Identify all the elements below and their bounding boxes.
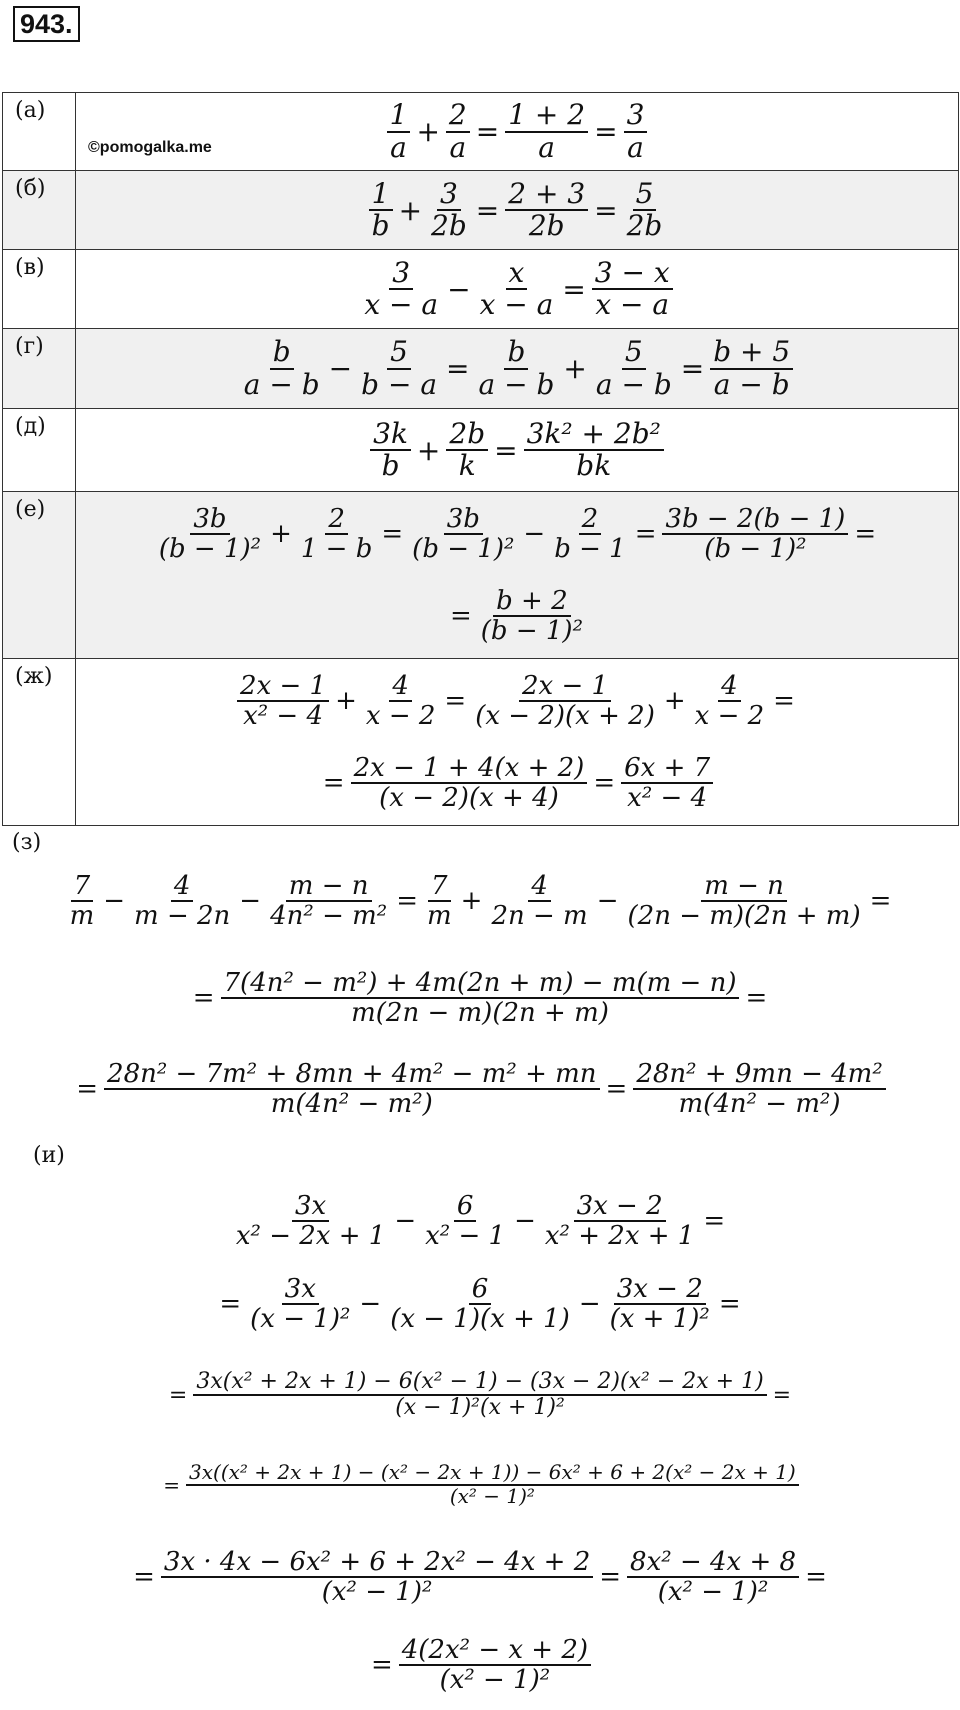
numerator: 3b — [190, 505, 229, 535]
denominator: a − b — [243, 367, 320, 401]
solutions-table — [2, 92, 959, 826]
fraction — [446, 100, 470, 162]
fraction — [488, 872, 590, 930]
operator: = — [322, 768, 345, 798]
denominator: m — [69, 901, 95, 931]
denominator: (x − 2)(x + 4) — [379, 783, 559, 813]
operator: − — [328, 352, 353, 385]
equation-i-4 — [0, 1444, 960, 1526]
fraction — [428, 176, 470, 242]
denominator: (x² − 1)² — [449, 1484, 535, 1508]
expression-cell — [76, 250, 959, 329]
equation-i-6 — [0, 1624, 960, 1706]
numerator: 5 — [622, 337, 646, 369]
expression-cell — [76, 409, 959, 492]
row-label: (а) — [3, 93, 76, 171]
denominator: x − a — [595, 288, 670, 321]
fraction — [505, 176, 588, 242]
operator: − — [447, 272, 471, 306]
fraction — [156, 505, 264, 563]
operator: = — [562, 272, 586, 306]
operator: = — [805, 1562, 827, 1592]
fraction — [624, 100, 648, 162]
numerator: 3 — [437, 179, 461, 211]
numerator: 1 — [387, 100, 411, 132]
denominator: (b − 1)² — [480, 616, 583, 646]
denominator: (b − 1)² — [704, 534, 807, 564]
fraction — [424, 872, 455, 930]
fraction — [505, 100, 588, 162]
operator: − — [596, 886, 619, 916]
denominator: (x − 2)(x + 2) — [475, 701, 655, 731]
denominator: a — [538, 130, 555, 164]
denominator: 2b — [431, 209, 467, 242]
denominator: b — [371, 209, 390, 242]
numerator: 6 — [469, 1275, 492, 1305]
fraction — [358, 337, 440, 399]
operator: + — [335, 686, 357, 716]
denominator: (x² − 1)² — [321, 1577, 433, 1607]
denominator: (x − 1)²(x + 1)² — [395, 1395, 565, 1420]
numerator: b — [504, 337, 528, 369]
numerator: 3b − 2(b − 1) — [662, 505, 848, 535]
operator: + — [416, 433, 441, 467]
numerator: 3x — [292, 1192, 329, 1222]
numerator: 7 — [71, 872, 94, 902]
row-v — [3, 250, 959, 329]
denominator: m(4n² − m²) — [270, 1089, 433, 1119]
denominator: x − a — [479, 288, 554, 321]
expression-cell — [76, 329, 959, 409]
row-label: (е) — [3, 492, 76, 659]
denominator: 2b — [626, 209, 663, 242]
operator: = — [76, 1074, 99, 1104]
operator: = — [605, 1074, 628, 1104]
operator: − — [239, 886, 262, 916]
operator: = — [475, 193, 500, 227]
fraction — [193, 1370, 766, 1420]
fraction — [351, 754, 588, 812]
denominator: (x² − 1)² — [439, 1665, 551, 1695]
equation-line-2 — [76, 743, 958, 823]
operator: = — [475, 115, 500, 148]
denominator: x² − 2x + 1 — [235, 1221, 386, 1251]
operator: = — [680, 352, 705, 385]
equation-z-1 — [0, 860, 960, 942]
denominator: x² − 4 — [627, 783, 708, 813]
row-g — [3, 329, 959, 409]
row-label: (д) — [3, 409, 76, 492]
row-label: (б) — [3, 171, 76, 250]
fraction — [104, 1060, 599, 1118]
fraction — [472, 672, 658, 730]
denominator: 2b — [528, 209, 565, 242]
fraction — [409, 505, 517, 563]
fraction — [478, 587, 586, 645]
operator: = — [718, 1289, 741, 1319]
problem-number: 943. — [13, 6, 80, 42]
denominator: (x + 1)² — [609, 1304, 710, 1334]
numerator: 4 — [528, 872, 551, 902]
part-label-z: (з) — [12, 830, 42, 855]
equation-z-3 — [0, 1048, 960, 1130]
numerator: 3x((x² + 2x + 1) − (x² − 2x + 1)) − 6x² + 6 + 2(x² − 2x + 1) — [186, 1462, 799, 1486]
row-d — [3, 409, 959, 492]
fraction — [387, 1275, 573, 1333]
denominator: b − 1 — [554, 534, 626, 564]
fraction — [221, 969, 740, 1027]
numerator: x — [506, 258, 528, 290]
numerator: 3x(x² + 2x + 1) − 6(x² − 1) − (3x − 2)(x² − 2x + 1) — [193, 1370, 766, 1396]
operator: + — [270, 519, 292, 549]
numerator: 1 + 2 — [505, 100, 588, 132]
denominator: m(2n − m)(2n + m) — [351, 998, 609, 1028]
numerator: 3b — [444, 505, 483, 535]
operator: = — [869, 886, 892, 916]
numerator: 2 — [325, 505, 348, 535]
numerator: 2 — [579, 505, 602, 535]
fraction — [186, 1462, 799, 1507]
numerator: b — [270, 337, 294, 369]
fraction — [710, 337, 793, 399]
numerator: 2x − 1 — [519, 672, 611, 702]
numerator: 2x − 1 + 4(x + 2) — [351, 754, 588, 784]
denominator: bk — [576, 449, 612, 482]
fraction — [161, 1548, 593, 1606]
numerator: 3 — [624, 100, 648, 132]
fraction — [476, 337, 558, 399]
equation-i-5 — [0, 1536, 960, 1618]
fraction — [551, 505, 629, 563]
operator: = — [381, 519, 404, 549]
numerator: 3x — [282, 1275, 319, 1305]
fraction — [621, 754, 713, 812]
numerator: 4(2x² − x + 2) — [399, 1636, 591, 1666]
fraction — [267, 872, 390, 930]
numerator: 6 — [454, 1192, 477, 1222]
expression-cell — [76, 659, 959, 826]
operator: + — [416, 115, 440, 148]
fraction — [524, 416, 664, 482]
denominator: x² + 2x + 1 — [544, 1221, 695, 1251]
fraction — [237, 672, 329, 730]
denominator: (x² − 1)² — [657, 1577, 769, 1607]
operator: + — [398, 193, 423, 227]
operator: = — [219, 1289, 242, 1319]
fraction — [369, 176, 393, 242]
fraction — [624, 176, 666, 242]
fraction — [692, 672, 768, 730]
operator: = — [593, 768, 616, 798]
fraction — [370, 416, 411, 482]
denominator: x − a — [364, 288, 439, 321]
fraction — [363, 672, 439, 730]
denominator: x² − 1 — [425, 1221, 506, 1251]
equation-line-2 — [76, 576, 958, 656]
denominator: b — [381, 449, 400, 482]
fraction — [233, 1192, 388, 1250]
fraction — [422, 1192, 508, 1250]
operator: = — [773, 686, 795, 716]
operator: − — [359, 1289, 382, 1319]
numerator: 2b — [446, 419, 488, 451]
watermark: ©pomogalka.me — [88, 139, 212, 156]
operator: + — [460, 886, 483, 916]
equation — [76, 93, 958, 170]
numerator: 3k² + 2b² — [524, 419, 664, 451]
numerator: 3x − 2 — [574, 1192, 666, 1222]
fraction — [542, 1192, 697, 1250]
operator: = — [494, 433, 518, 467]
operator: = — [370, 1650, 393, 1680]
denominator: m(4n² − m²) — [678, 1089, 841, 1119]
fraction — [387, 100, 411, 162]
denominator: 2n − m — [491, 901, 588, 931]
numerator: 3x · 4x − 6x² + 6 + 2x² − 4x + 2 — [161, 1548, 593, 1578]
numerator: 5 — [387, 337, 411, 369]
equation — [76, 250, 958, 328]
numerator: 4 — [171, 872, 194, 902]
operator: = — [444, 686, 467, 716]
numerator: 6x + 7 — [621, 754, 713, 784]
equation-i-1 — [0, 1180, 960, 1262]
denominator: a — [627, 130, 644, 164]
operator: + — [663, 686, 686, 716]
operator: = — [449, 601, 472, 631]
operator: = — [703, 1206, 726, 1236]
numerator: b + 5 — [710, 337, 793, 369]
fraction — [298, 505, 376, 563]
equation — [76, 329, 958, 408]
numerator: b + 2 — [493, 587, 571, 617]
fraction — [247, 1275, 353, 1333]
equation — [76, 171, 958, 249]
fraction — [592, 255, 673, 321]
denominator: k — [458, 449, 476, 482]
row-label: (г) — [3, 329, 76, 409]
denominator: a − b — [478, 367, 555, 401]
fraction — [627, 1548, 799, 1606]
denominator: x − 2 — [365, 701, 436, 731]
denominator: b − a — [361, 367, 438, 401]
operator: = — [133, 1562, 155, 1592]
equation-line-1 — [76, 659, 958, 743]
denominator: 4n² − m² — [270, 901, 388, 931]
fraction — [593, 337, 675, 399]
operator: = — [599, 1562, 622, 1592]
denominator: m — [427, 901, 452, 931]
equation-i-2 — [0, 1263, 960, 1345]
fraction — [399, 1636, 591, 1694]
numerator: 3 − x — [592, 258, 673, 290]
part-label-i: (и) — [33, 1143, 65, 1168]
fraction — [625, 872, 864, 930]
numerator: 8x² − 4x + 8 — [627, 1548, 799, 1578]
denominator: (b − 1)² — [412, 534, 515, 564]
operator: = — [594, 193, 618, 227]
denominator: (x − 1)(x + 1) — [390, 1304, 570, 1334]
operator: = — [772, 1382, 792, 1408]
numerator: 2 — [446, 100, 470, 132]
operator: = — [594, 115, 618, 148]
numerator: 28n² − 7m² + 8mn + 4m² − m² + mn — [104, 1060, 599, 1090]
numerator: 3k — [370, 419, 411, 451]
numerator: 2x − 1 — [237, 672, 329, 702]
operator: = — [854, 519, 877, 549]
denominator: (2n − m)(2n + m) — [627, 901, 861, 931]
fraction — [131, 872, 233, 930]
row-label: (в) — [3, 250, 76, 329]
numerator: m − n — [701, 872, 787, 902]
denominator: a − b — [595, 367, 672, 401]
numerator: 7 — [428, 872, 451, 902]
equation-i-3 — [0, 1354, 960, 1436]
row-b — [3, 171, 959, 250]
denominator: m − 2n — [134, 901, 231, 931]
equation-line-1 — [76, 492, 958, 576]
denominator: 1 − b — [300, 534, 373, 564]
numerator: 3 — [389, 258, 413, 290]
numerator: 4 — [718, 672, 741, 702]
numerator: 4 — [389, 672, 412, 702]
equation-z-2 — [0, 957, 960, 1039]
operator: − — [578, 1289, 601, 1319]
operator: − — [394, 1206, 417, 1236]
operator: − — [523, 519, 546, 549]
fraction — [662, 505, 848, 563]
expression-cell — [76, 492, 959, 659]
denominator: a — [390, 130, 407, 164]
row-zh — [3, 659, 959, 826]
denominator: x² − 4 — [243, 701, 324, 731]
denominator: x − 2 — [694, 701, 765, 731]
operator: = — [745, 983, 768, 1013]
numerator: 3x − 2 — [614, 1275, 706, 1305]
operator: − — [514, 1206, 536, 1236]
operator: − — [103, 886, 126, 916]
expression-cell — [76, 171, 959, 250]
fraction — [633, 1060, 885, 1118]
numerator: 1 — [369, 179, 393, 211]
operator: = — [446, 352, 470, 385]
denominator: a — [449, 130, 467, 164]
row-a — [3, 93, 959, 171]
fraction — [241, 337, 323, 399]
fraction — [361, 255, 441, 321]
fraction — [477, 255, 557, 321]
numerator: m − n — [286, 872, 372, 902]
numerator: 5 — [633, 179, 657, 211]
numerator: 2 + 3 — [505, 179, 588, 211]
operator: = — [396, 886, 418, 916]
denominator: (b − 1)² — [158, 534, 262, 564]
numerator: 28n² + 9mn − 4m² — [633, 1060, 885, 1090]
fraction — [607, 1275, 713, 1333]
row-label: (ж) — [3, 659, 76, 826]
row-e — [3, 492, 959, 659]
operator: = — [163, 1473, 181, 1497]
numerator: 7(4n² − m²) + 4m(2n + m) − m(m − n) — [221, 969, 740, 999]
operator: = — [168, 1382, 188, 1408]
operator: = — [192, 983, 215, 1013]
fraction — [67, 872, 98, 930]
operator: + — [563, 352, 587, 385]
expression-cell — [76, 93, 959, 171]
equation — [76, 409, 958, 491]
operator: = — [634, 519, 657, 549]
denominator: (x − 1)² — [250, 1304, 351, 1334]
denominator: a − b — [713, 367, 790, 401]
fraction — [446, 416, 488, 482]
